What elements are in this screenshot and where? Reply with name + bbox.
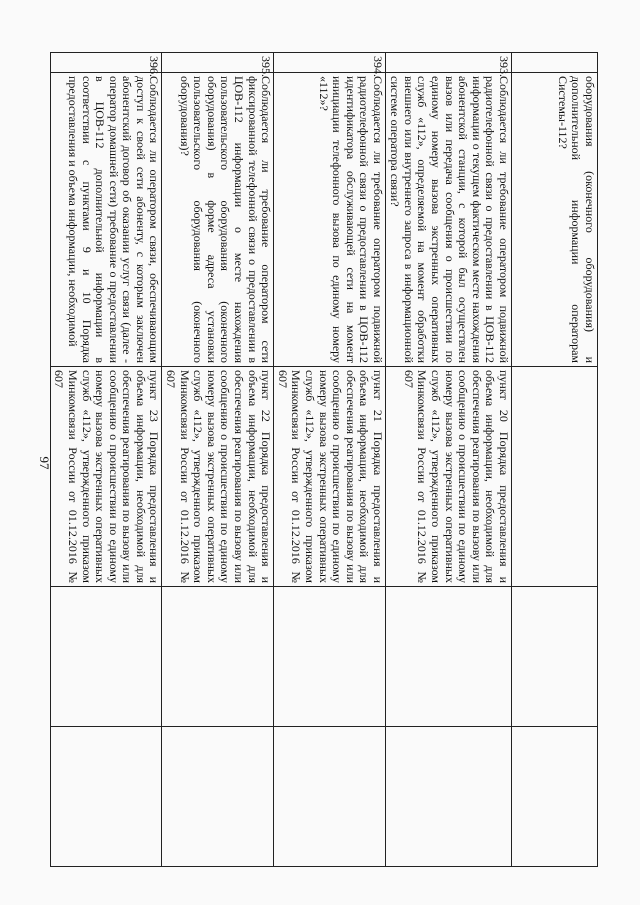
- table-row: [386, 53, 512, 867]
- empty-cell: [50, 587, 162, 727]
- row-number: 395.: [162, 53, 274, 73]
- legal-reference: пункт 20 Порядка предоставления и объема информации, необходимой для обеспечения реагирования по вызову или сообщению о происшествии по единому номеру вызова экстренных оперативных служб «112», утвержденного приказом Минкомсвязи России от 01.12.2016 № 607: [386, 367, 512, 587]
- table-row: [50, 53, 162, 867]
- table-row: [162, 53, 274, 867]
- empty-cell: [274, 727, 386, 867]
- empty-cell: [162, 727, 274, 867]
- empty-cell: [512, 587, 598, 727]
- empty-cell: [274, 587, 386, 727]
- table-row: [512, 53, 598, 867]
- legal-reference: пункт 21 Порядка предоставления и объема информации, необходимой для обеспечения реагирования по вызову или сообщению о происшествии по единому номеру вызова экстренных оперативных служб «112», утвержденного приказом Минкомсвязи России от 01.12.2016 № 607: [274, 367, 386, 587]
- question-text: Соблюдается ли требование оператором подвижной радиотелефонной связи о предоставлении в ЦОВ-112 информации о текущем фактическом месте нахождения абонентской станции, с которой был осуществлен вызов или передача сообщения о происшествии по единому номеру вызова экстренных оперативных служб «112», определяемой на момент обработки внешнего или внутреннего запроса в информационной системе оператора связи?: [386, 73, 512, 367]
- empty-cell: [162, 587, 274, 727]
- question-text: оборудования (оконечного оборудования) и дополнительной информации операторам Системы-112?: [512, 73, 598, 367]
- empty-cell: [512, 727, 598, 867]
- question-text: Соблюдается ли оператором связи, обеспечивающим доступ к своей сети абоненту, с которым заключен абонентский договор об оказании услуг связи (далее - оператор домашней сети) требование о предоставлении в ЦОВ-112 дополнительной информации в соответствии с пунктами 9 и 10 Порядка предоставления и объема информации, необходимой: [50, 73, 162, 367]
- row-number: 394.: [274, 53, 386, 73]
- empty-cell: [50, 727, 162, 867]
- row-number: [512, 53, 598, 73]
- empty-cell: [386, 587, 512, 727]
- row-number: 396.: [50, 53, 162, 73]
- empty-cell: [386, 727, 512, 867]
- legal-reference: пункт 22 Порядка предоставления и объема информации, необходимой для обеспечения реагирования по вызову или сообщению о происшествии по единому номеру вызова экстренных оперативных служб «112», утвержденного приказом Минкомсвязи России от 01.12.2016 № 607: [162, 367, 274, 587]
- legal-reference: пункт 23 Порядка предоставления и объема информации, необходимой для обеспечения реагирования по вызову или сообщению о происшествии по единому номеру вызова экстренных оперативных служб «112», утвержденного приказом Минкомсвязи России от 01.12.2016 № 607: [50, 367, 162, 587]
- question-text: Соблюдается ли требование оператором подвижной радиотелефонной связи о предоставлении в ЦОВ-112 идентификатора обслуживающей сети на момент инициации телефонного вызова по единому номеру «112»?: [274, 73, 386, 367]
- question-text: Соблюдается ли требование оператором сети фиксированной телефонной связи о предоставлении в ЦОВ-112 информации о месте нахождения пользовательского оборудования (оконечного оборудования) в форме адреса установки пользовательского оборудования (оконечного оборудования)?: [162, 73, 274, 367]
- checklist-table: [50, 52, 598, 867]
- table-row: [274, 53, 386, 867]
- rotated-page: [52, 52, 598, 866]
- row-number: 393.: [386, 53, 512, 73]
- legal-reference: [512, 367, 598, 587]
- page-number: 97: [37, 456, 52, 470]
